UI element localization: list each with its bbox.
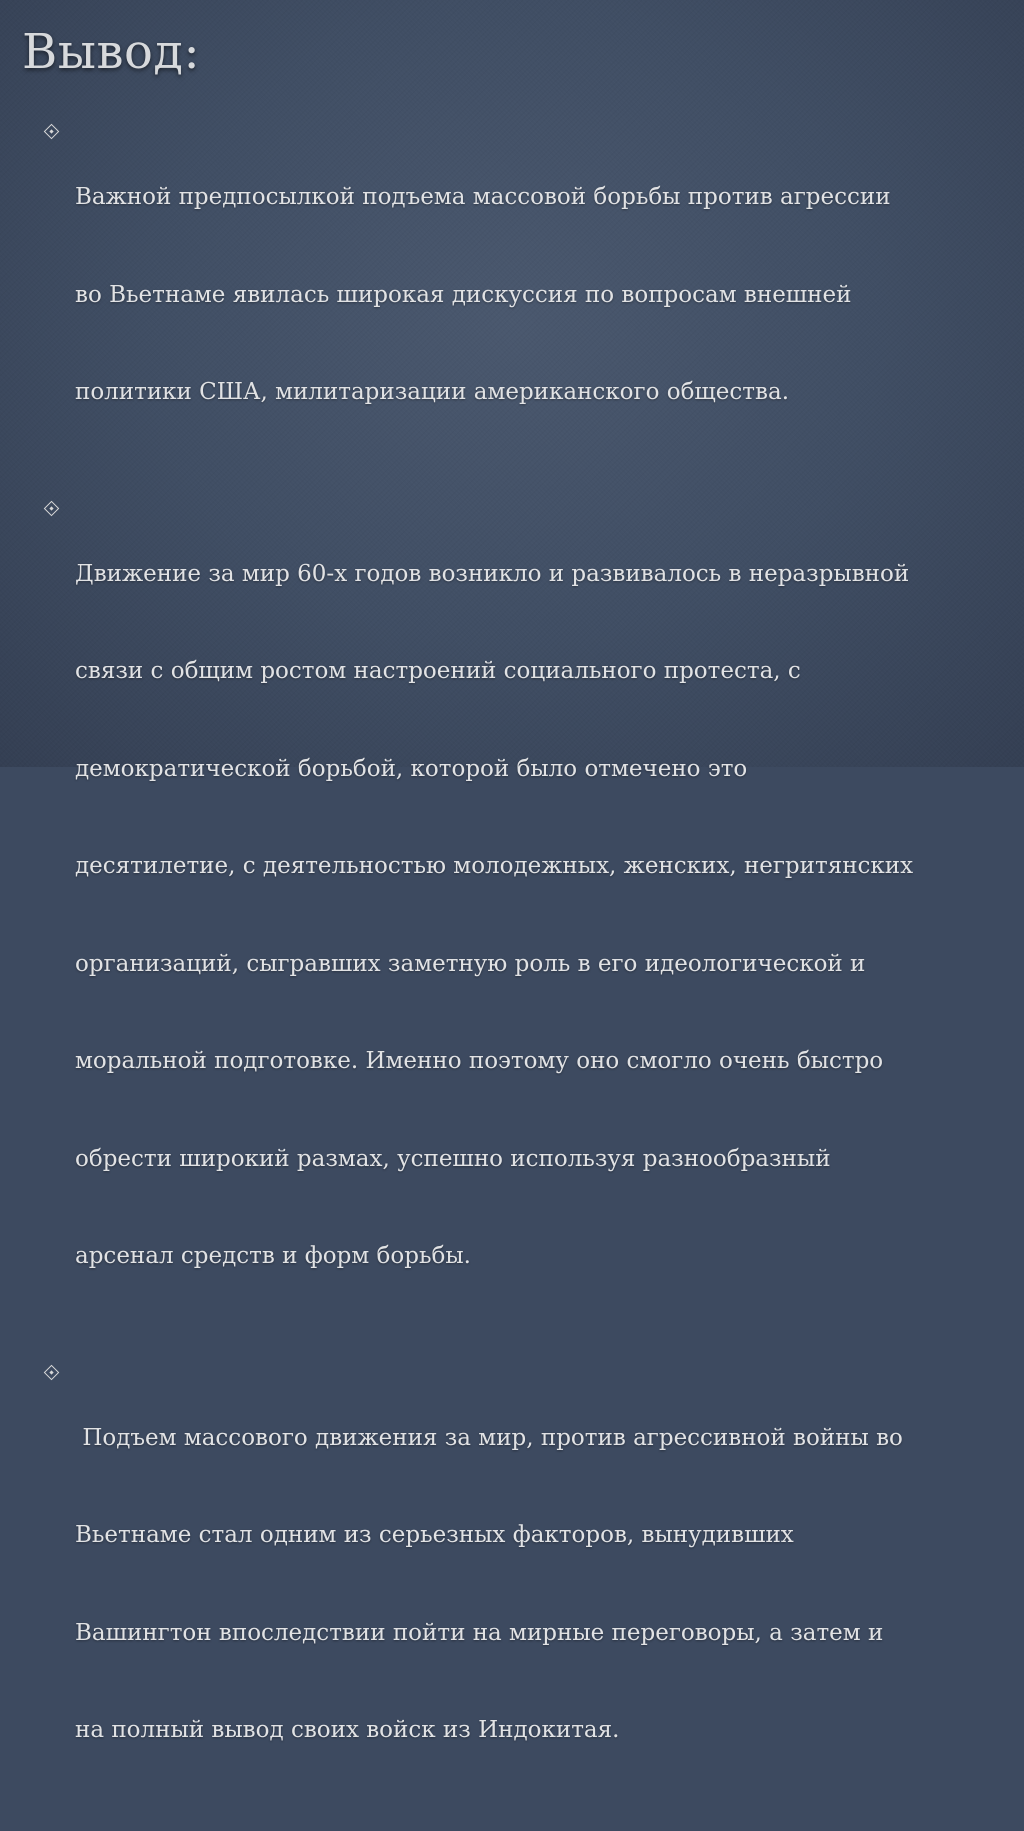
- diamond-bullet-icon: [44, 116, 75, 148]
- text-line: Подъем массового движения за мир, против агрессивной войны во: [75, 1424, 903, 1451]
- text-line: демократической борьбой, которой было отмечено это: [75, 755, 748, 782]
- bullet-item: [44, 116, 984, 474]
- text-line: связи с общим ростом настроений социального протеста, с: [75, 658, 801, 684]
- bullet-list: [44, 116, 984, 1831]
- bullet-item: [44, 1357, 984, 1812]
- bullet-text: [75, 493, 984, 1338]
- bullet-text: [75, 116, 984, 474]
- text-line: организаций, сыгравших заметную роль в его идеологической и: [75, 950, 866, 977]
- text-line: во Вьетнаме явилась широкая дискуссия по вопросам внешней: [75, 281, 852, 308]
- text-line: десятилетие, с деятельностью молодежных, женских, негритянских: [75, 853, 914, 879]
- text-line: на полный вывод своих войск из Индокитая.: [75, 1717, 620, 1743]
- diamond-bullet-icon: [44, 493, 75, 525]
- bullet-item: [44, 493, 984, 1338]
- bullet-text: [75, 1357, 984, 1812]
- text-line: Важной предпосылкой подъема массовой борьбы против агрессии: [75, 184, 891, 210]
- text-line: Вашингтон впоследствии пойти на мирные переговоры, а затем и: [75, 1619, 884, 1646]
- text-line: Движение за мир 60-х годов возникло и развивалось в неразрывной: [75, 560, 910, 587]
- text-line: моральной подготовке. Именно поэтому оно смогло очень быстро: [75, 1048, 884, 1074]
- text-line: политики США, милитаризации американского общества.: [75, 379, 789, 405]
- diamond-bullet-icon: [44, 1357, 75, 1389]
- slide-title: Вывод:: [22, 24, 201, 80]
- text-line: обрести широкий размах, успешно используя разнообразный: [75, 1145, 831, 1172]
- text-line: Вьетнаме стал одним из серьезных факторов, вынудивших: [75, 1522, 794, 1548]
- text-line: арсенал средств и форм борьбы.: [75, 1243, 471, 1269]
